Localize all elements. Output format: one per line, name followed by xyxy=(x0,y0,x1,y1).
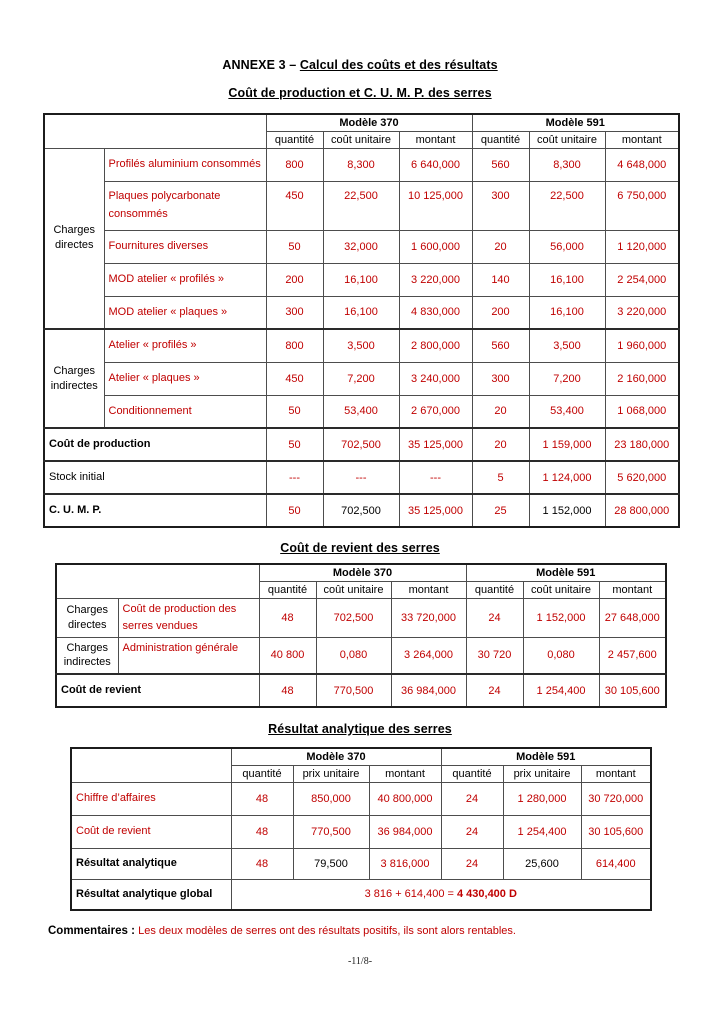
value-cell: 48 xyxy=(231,782,293,815)
value-cell: 30 720,000 xyxy=(581,782,651,815)
model-370-header: Modèle 370 xyxy=(266,114,472,131)
value-cell: 33 720,000 xyxy=(391,598,466,637)
value-cell: 0,080 xyxy=(523,637,599,674)
value-cell: --- xyxy=(266,461,323,494)
annexe-title-prefix: ANNEXE 3 – xyxy=(222,58,300,72)
value-cell: 53,400 xyxy=(529,395,605,428)
value-cell: 30 105,600 xyxy=(581,815,651,848)
value-cell: 3,500 xyxy=(529,329,605,362)
value-cell: 770,500 xyxy=(316,674,391,707)
value-cell: 48 xyxy=(231,815,293,848)
value-cell: 6 640,000 xyxy=(399,148,472,181)
value-cell: 1 960,000 xyxy=(605,329,679,362)
value-cell: 850,000 xyxy=(293,782,369,815)
value-cell: 7,200 xyxy=(529,362,605,395)
value-cell: 702,500 xyxy=(316,598,391,637)
model-591-header: Modèle 591 xyxy=(466,564,666,581)
table-row xyxy=(44,395,679,428)
table-row xyxy=(44,181,679,230)
value-cell: 40 800 xyxy=(259,637,316,674)
value-cell: 2 160,000 xyxy=(605,362,679,395)
value-cell: 560 xyxy=(472,329,529,362)
cout-unitaire-header: coût unitaire xyxy=(323,131,399,148)
value-cell: 20 xyxy=(472,428,529,461)
value-cell: 4 830,000 xyxy=(399,296,472,329)
value-cell: 200 xyxy=(472,296,529,329)
commentaires-text: Les deux modèles de serres ont des résultats positifs, ils sont alors rentables. xyxy=(138,925,516,938)
model-591-header: Modèle 591 xyxy=(472,114,679,131)
table-row xyxy=(71,879,651,910)
value-cell: 16,100 xyxy=(529,263,605,296)
row-label: Atelier « profilés » xyxy=(104,329,266,362)
value-cell: 3 220,000 xyxy=(605,296,679,329)
value-cell: 2 800,000 xyxy=(399,329,472,362)
model-591-header: Modèle 591 xyxy=(441,748,651,765)
value-cell: 614,400 xyxy=(581,848,651,879)
value-cell: 2 457,600 xyxy=(599,637,666,674)
value-cell: 3,500 xyxy=(323,329,399,362)
value-cell: 24 xyxy=(441,782,503,815)
resultat-table-title: Résultat analytique des serres xyxy=(268,722,452,737)
resultat-table xyxy=(70,747,652,911)
row-label: Coût de revient xyxy=(71,815,231,848)
table-row xyxy=(44,362,679,395)
value-cell: 24 xyxy=(466,598,523,637)
value-cell: 20 xyxy=(472,395,529,428)
annexe-title xyxy=(0,58,720,72)
table-row xyxy=(44,329,679,362)
table-row xyxy=(71,848,651,879)
value-cell: 40 800,000 xyxy=(369,782,441,815)
row-label: Plaques polycarbonate consommés xyxy=(104,181,266,230)
value-cell: 24 xyxy=(441,848,503,879)
value-cell: 48 xyxy=(259,674,316,707)
montant-header: montant xyxy=(581,765,651,782)
cout-unitaire-header: coût unitaire xyxy=(316,581,391,598)
value-cell: 3 220,000 xyxy=(399,263,472,296)
row-label: Fournitures diverses xyxy=(104,230,266,263)
value-cell: 30 105,600 xyxy=(599,674,666,707)
value-cell: 30 720 xyxy=(466,637,523,674)
value-cell: 25 xyxy=(472,494,529,527)
value-cell: 22,500 xyxy=(323,181,399,230)
value-cell: 300 xyxy=(472,362,529,395)
row-label: MOD atelier « profilés » xyxy=(104,263,266,296)
montant-header: montant xyxy=(391,581,466,598)
value-cell: 50 xyxy=(266,494,323,527)
value-cell: 1 280,000 xyxy=(503,782,581,815)
value-cell: --- xyxy=(323,461,399,494)
value-cell: 35 125,000 xyxy=(399,428,472,461)
table-row xyxy=(44,148,679,181)
value-cell: 800 xyxy=(266,148,323,181)
value-cell: 702,500 xyxy=(323,428,399,461)
row-label: Conditionnement xyxy=(104,395,266,428)
global-result-total: 4 430,400 D xyxy=(456,888,517,901)
value-cell: 8,300 xyxy=(323,148,399,181)
value-cell: 5 xyxy=(472,461,529,494)
value-cell: 2 670,000 xyxy=(399,395,472,428)
value-cell: 48 xyxy=(231,848,293,879)
value-cell: 50 xyxy=(266,428,323,461)
table-row xyxy=(71,815,651,848)
group-label: Charges directes xyxy=(56,598,118,637)
group-label: Charges directes xyxy=(44,148,104,329)
montant-header: montant xyxy=(605,131,679,148)
value-cell: 300 xyxy=(472,181,529,230)
table-row xyxy=(44,230,679,263)
value-cell: 20 xyxy=(472,230,529,263)
value-cell: 50 xyxy=(266,395,323,428)
value-cell: 1 120,000 xyxy=(605,230,679,263)
table-row xyxy=(44,296,679,329)
corner-cell xyxy=(56,564,259,598)
value-cell: 24 xyxy=(441,815,503,848)
row-label: Coût de production des serres vendues xyxy=(118,598,259,637)
quantite-header: quantité xyxy=(259,581,316,598)
value-cell: 1 254,400 xyxy=(523,674,599,707)
value-cell: 50 xyxy=(266,230,323,263)
value-cell: 56,000 xyxy=(529,230,605,263)
table-row xyxy=(44,263,679,296)
revient-table xyxy=(55,563,667,708)
value-cell: 48 xyxy=(259,598,316,637)
global-result-formula: 3 816 + 614,400 = xyxy=(364,888,457,901)
model-370-header: Modèle 370 xyxy=(231,748,441,765)
quantite-header: quantité xyxy=(441,765,503,782)
row-label: Stock initial xyxy=(44,461,266,494)
value-cell: 35 125,000 xyxy=(399,494,472,527)
quantite-header: quantité xyxy=(466,581,523,598)
value-cell: 8,300 xyxy=(529,148,605,181)
prix-unitaire-header: prix unitaire xyxy=(293,765,369,782)
row-label: Atelier « plaques » xyxy=(104,362,266,395)
value-cell: 16,100 xyxy=(323,263,399,296)
value-cell: 4 648,000 xyxy=(605,148,679,181)
value-cell: 23 180,000 xyxy=(605,428,679,461)
value-cell: 702,500 xyxy=(323,494,399,527)
value-cell: 1 254,400 xyxy=(503,815,581,848)
table-row xyxy=(56,598,666,637)
row-label: Coût de production xyxy=(44,428,266,461)
table-row xyxy=(44,114,679,131)
table-row xyxy=(44,461,679,494)
row-label: Profilés aluminium consommés xyxy=(104,148,266,181)
value-cell: 24 xyxy=(466,674,523,707)
montant-header: montant xyxy=(369,765,441,782)
montant-header: montant xyxy=(399,131,472,148)
value-cell: 53,400 xyxy=(323,395,399,428)
value-cell: 22,500 xyxy=(529,181,605,230)
prix-unitaire-header: prix unitaire xyxy=(503,765,581,782)
quantite-header: quantité xyxy=(266,131,323,148)
value-cell: 1 159,000 xyxy=(529,428,605,461)
montant-header: montant xyxy=(599,581,666,598)
value-cell: 27 648,000 xyxy=(599,598,666,637)
revient-table-title: Coût de revient des serres xyxy=(280,541,440,555)
table-row xyxy=(56,564,666,581)
value-cell: 5 620,000 xyxy=(605,461,679,494)
value-cell: 3 264,000 xyxy=(391,637,466,674)
value-cell: 2 254,000 xyxy=(605,263,679,296)
table-row xyxy=(56,637,666,674)
value-cell: 25,600 xyxy=(503,848,581,879)
value-cell: 1 152,000 xyxy=(523,598,599,637)
cout-unitaire-header: coût unitaire xyxy=(529,131,605,148)
value-cell: 6 750,000 xyxy=(605,181,679,230)
quantite-header: quantité xyxy=(231,765,293,782)
group-label: Charges indirectes xyxy=(44,329,104,428)
value-cell: 300 xyxy=(266,296,323,329)
value-cell: 1 600,000 xyxy=(399,230,472,263)
value-cell: --- xyxy=(399,461,472,494)
table-row xyxy=(56,674,666,707)
table-row xyxy=(44,494,679,527)
value-cell: 770,500 xyxy=(293,815,369,848)
value-cell: 36 984,000 xyxy=(391,674,466,707)
value-cell: 560 xyxy=(472,148,529,181)
group-label: Charges indirectes xyxy=(56,637,118,674)
value-cell: 10 125,000 xyxy=(399,181,472,230)
commentaires-label: Commentaires : xyxy=(48,925,135,938)
value-cell: 140 xyxy=(472,263,529,296)
value-cell: 3 816,000 xyxy=(369,848,441,879)
value-cell: 7,200 xyxy=(323,362,399,395)
quantite-header: quantité xyxy=(472,131,529,148)
row-label: C. U. M. P. xyxy=(44,494,266,527)
corner-cell xyxy=(71,748,231,782)
value-cell: 32,000 xyxy=(323,230,399,263)
row-label: MOD atelier « plaques » xyxy=(104,296,266,329)
value-cell: 0,080 xyxy=(316,637,391,674)
annexe-title-main: Calcul des coûts et des résultats xyxy=(299,58,498,72)
row-label: Administration générale xyxy=(118,637,259,674)
row-label: Résultat analytique global xyxy=(71,879,231,910)
row-label: Chiffre d’affaires xyxy=(71,782,231,815)
production-table xyxy=(43,113,680,528)
value-cell: 1 124,000 xyxy=(529,461,605,494)
model-370-header: Modèle 370 xyxy=(259,564,466,581)
row-label: Coût de revient xyxy=(56,674,259,707)
value-cell: 79,500 xyxy=(293,848,369,879)
production-table-title: Coût de production et C. U. M. P. des serres xyxy=(228,86,492,100)
value-cell: 800 xyxy=(266,329,323,362)
value-cell: 3 240,000 xyxy=(399,362,472,395)
corner-cell xyxy=(44,114,266,148)
value-cell: 28 800,000 xyxy=(605,494,679,527)
value-cell: 16,100 xyxy=(529,296,605,329)
value-cell: 36 984,000 xyxy=(369,815,441,848)
value-cell: 1 152,000 xyxy=(529,494,605,527)
table-row xyxy=(44,428,679,461)
page-number: -11/8- xyxy=(347,956,373,967)
global-result-cell xyxy=(231,879,651,910)
cout-unitaire-header: coût unitaire xyxy=(523,581,599,598)
row-label: Résultat analytique xyxy=(71,848,231,879)
table-row xyxy=(71,748,651,765)
value-cell: 450 xyxy=(266,181,323,230)
value-cell: 16,100 xyxy=(323,296,399,329)
value-cell: 1 068,000 xyxy=(605,395,679,428)
value-cell: 200 xyxy=(266,263,323,296)
value-cell: 450 xyxy=(266,362,323,395)
commentaires xyxy=(48,925,720,937)
table-row xyxy=(71,782,651,815)
